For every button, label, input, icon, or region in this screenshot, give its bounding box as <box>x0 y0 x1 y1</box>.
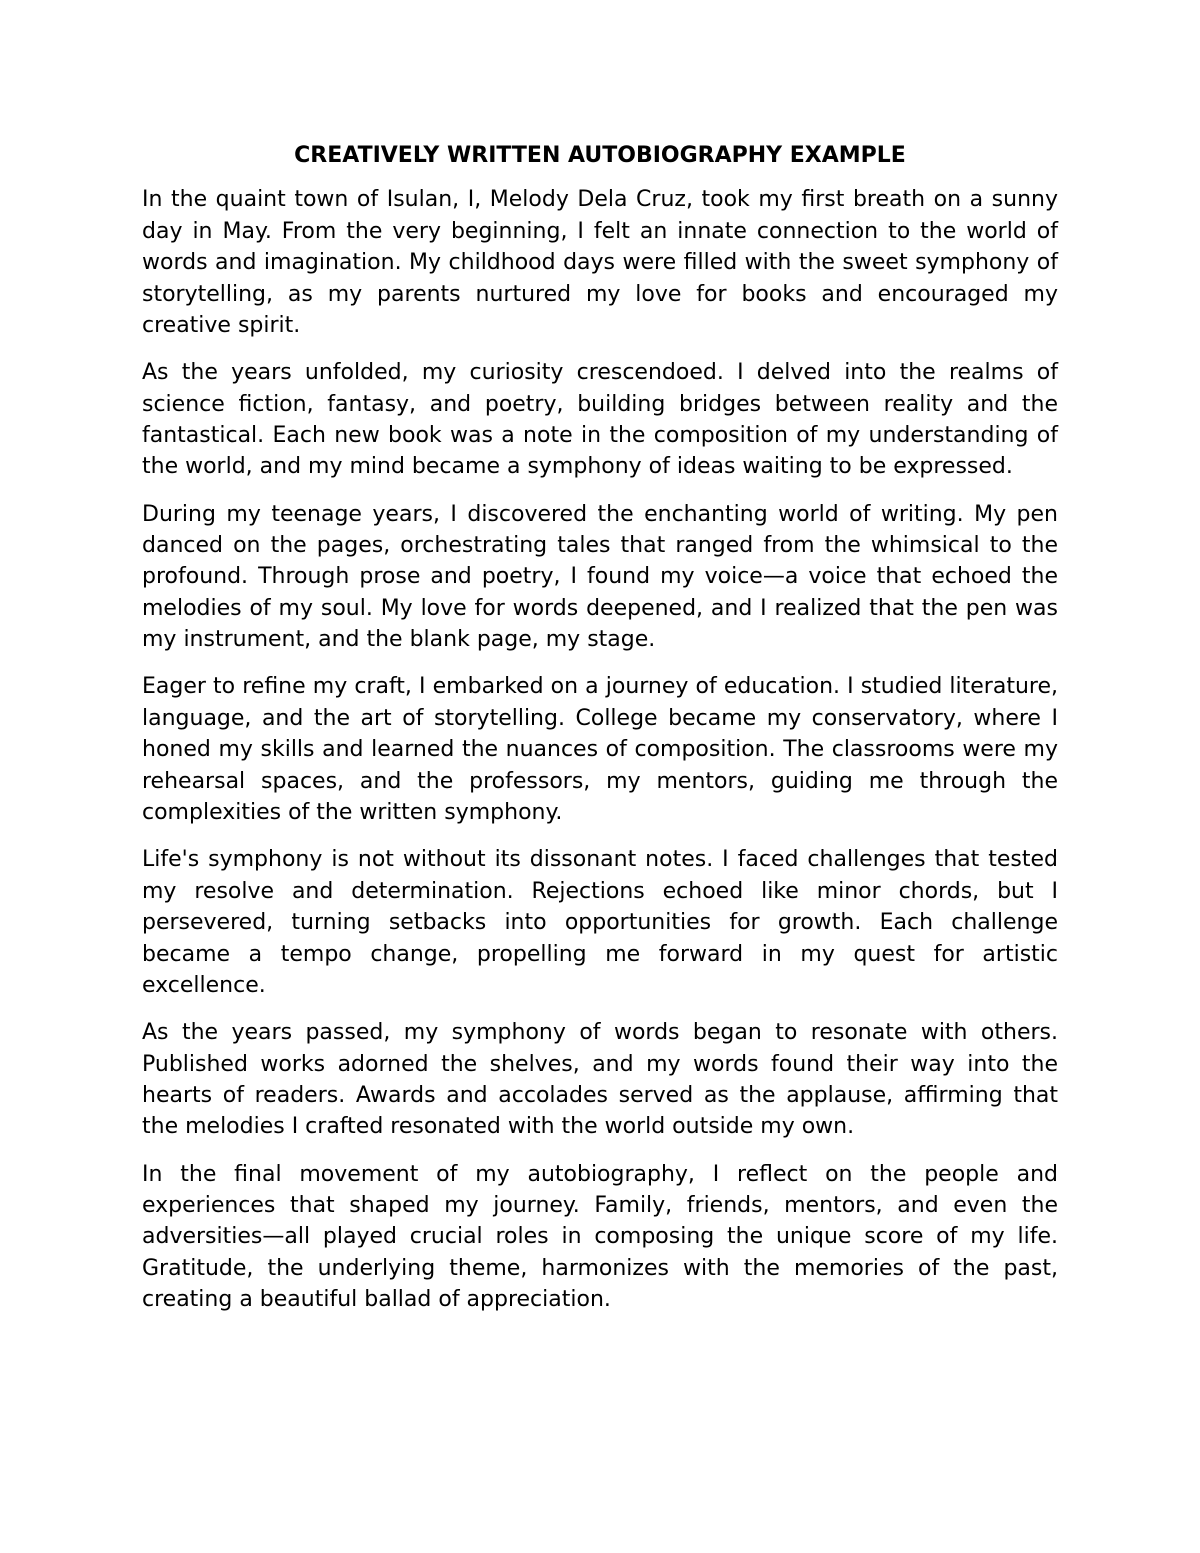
document-body <box>142 140 1058 1331</box>
paragraph-education: Eager to refine my craft, I embarked on a journey of education. I studied literature, language, and the art of storytelling. College became my conservatory, where I honed my skills and learned the nuances of composition. The classrooms were my rehearsal spaces, and the professors, my mentors, guiding me through the complexities of the written symphony. <box>142 674 1058 826</box>
paragraph-birth: In the quaint town of Isulan, I, Melody Dela Cruz, took my first breath on a sunny day in May. From the very beginning, I felt an innate connection to the world of words and imagination. My childhood days were filled with the sweet symphony of storytelling, as my parents nurtured my love for books and encouraged my creative spirit. <box>142 187 1058 339</box>
paragraph-teenage-years: During my teenage years, I discovered the enchanting world of writing. My pen danced on the pages, orchestrating tales that ranged from the whimsical to the profound. Through prose and poetry, I found my voice—a voice that echoed the melodies of my soul. My love for words deepened, and I realized that the pen was my instrument, and the blank page, my stage. <box>142 501 1058 653</box>
paragraph-recognition: As the years passed, my symphony of words began to resonate with others. Published works adorned the shelves, and my words found their way into the hearts of readers. Awards and accolades served as the applause, affirming that the melodies I crafted resonated with the world outside my own. <box>142 1020 1058 1140</box>
paragraph-challenges: Life's symphony is not without its dissonant notes. I faced challenges that tested my resolve and determination. Rejections echoed like minor chords, but I persevered, turning setbacks into opportunities for growth. Each challenge became a tempo change, propelling me forward in my quest for artistic excellence. <box>142 847 1058 998</box>
paragraph-reflection: In the final movement of my autobiography, I reflect on the people and experiences that shaped my journey. Family, friends, mentors, and even the adversities—all played crucial roles in composing the unique score of my life. Gratitude, the underlying theme, harmonizes with the memories of the past, creating a beautiful ballad of appreciation. <box>142 1161 1058 1313</box>
paragraph-curiosity: As the years unfolded, my curiosity crescendoed. I delved into the realms of science fiction, fantasy, and poetry, building bridges between reality and the fantastical. Each new book was a note in the composition of my understanding of the world, and my mind became a symphony of ideas waiting to be expressed. <box>142 360 1058 480</box>
document-title: CREATIVELY WRITTEN AUTOBIOGRAPHY EXAMPLE <box>294 143 906 168</box>
